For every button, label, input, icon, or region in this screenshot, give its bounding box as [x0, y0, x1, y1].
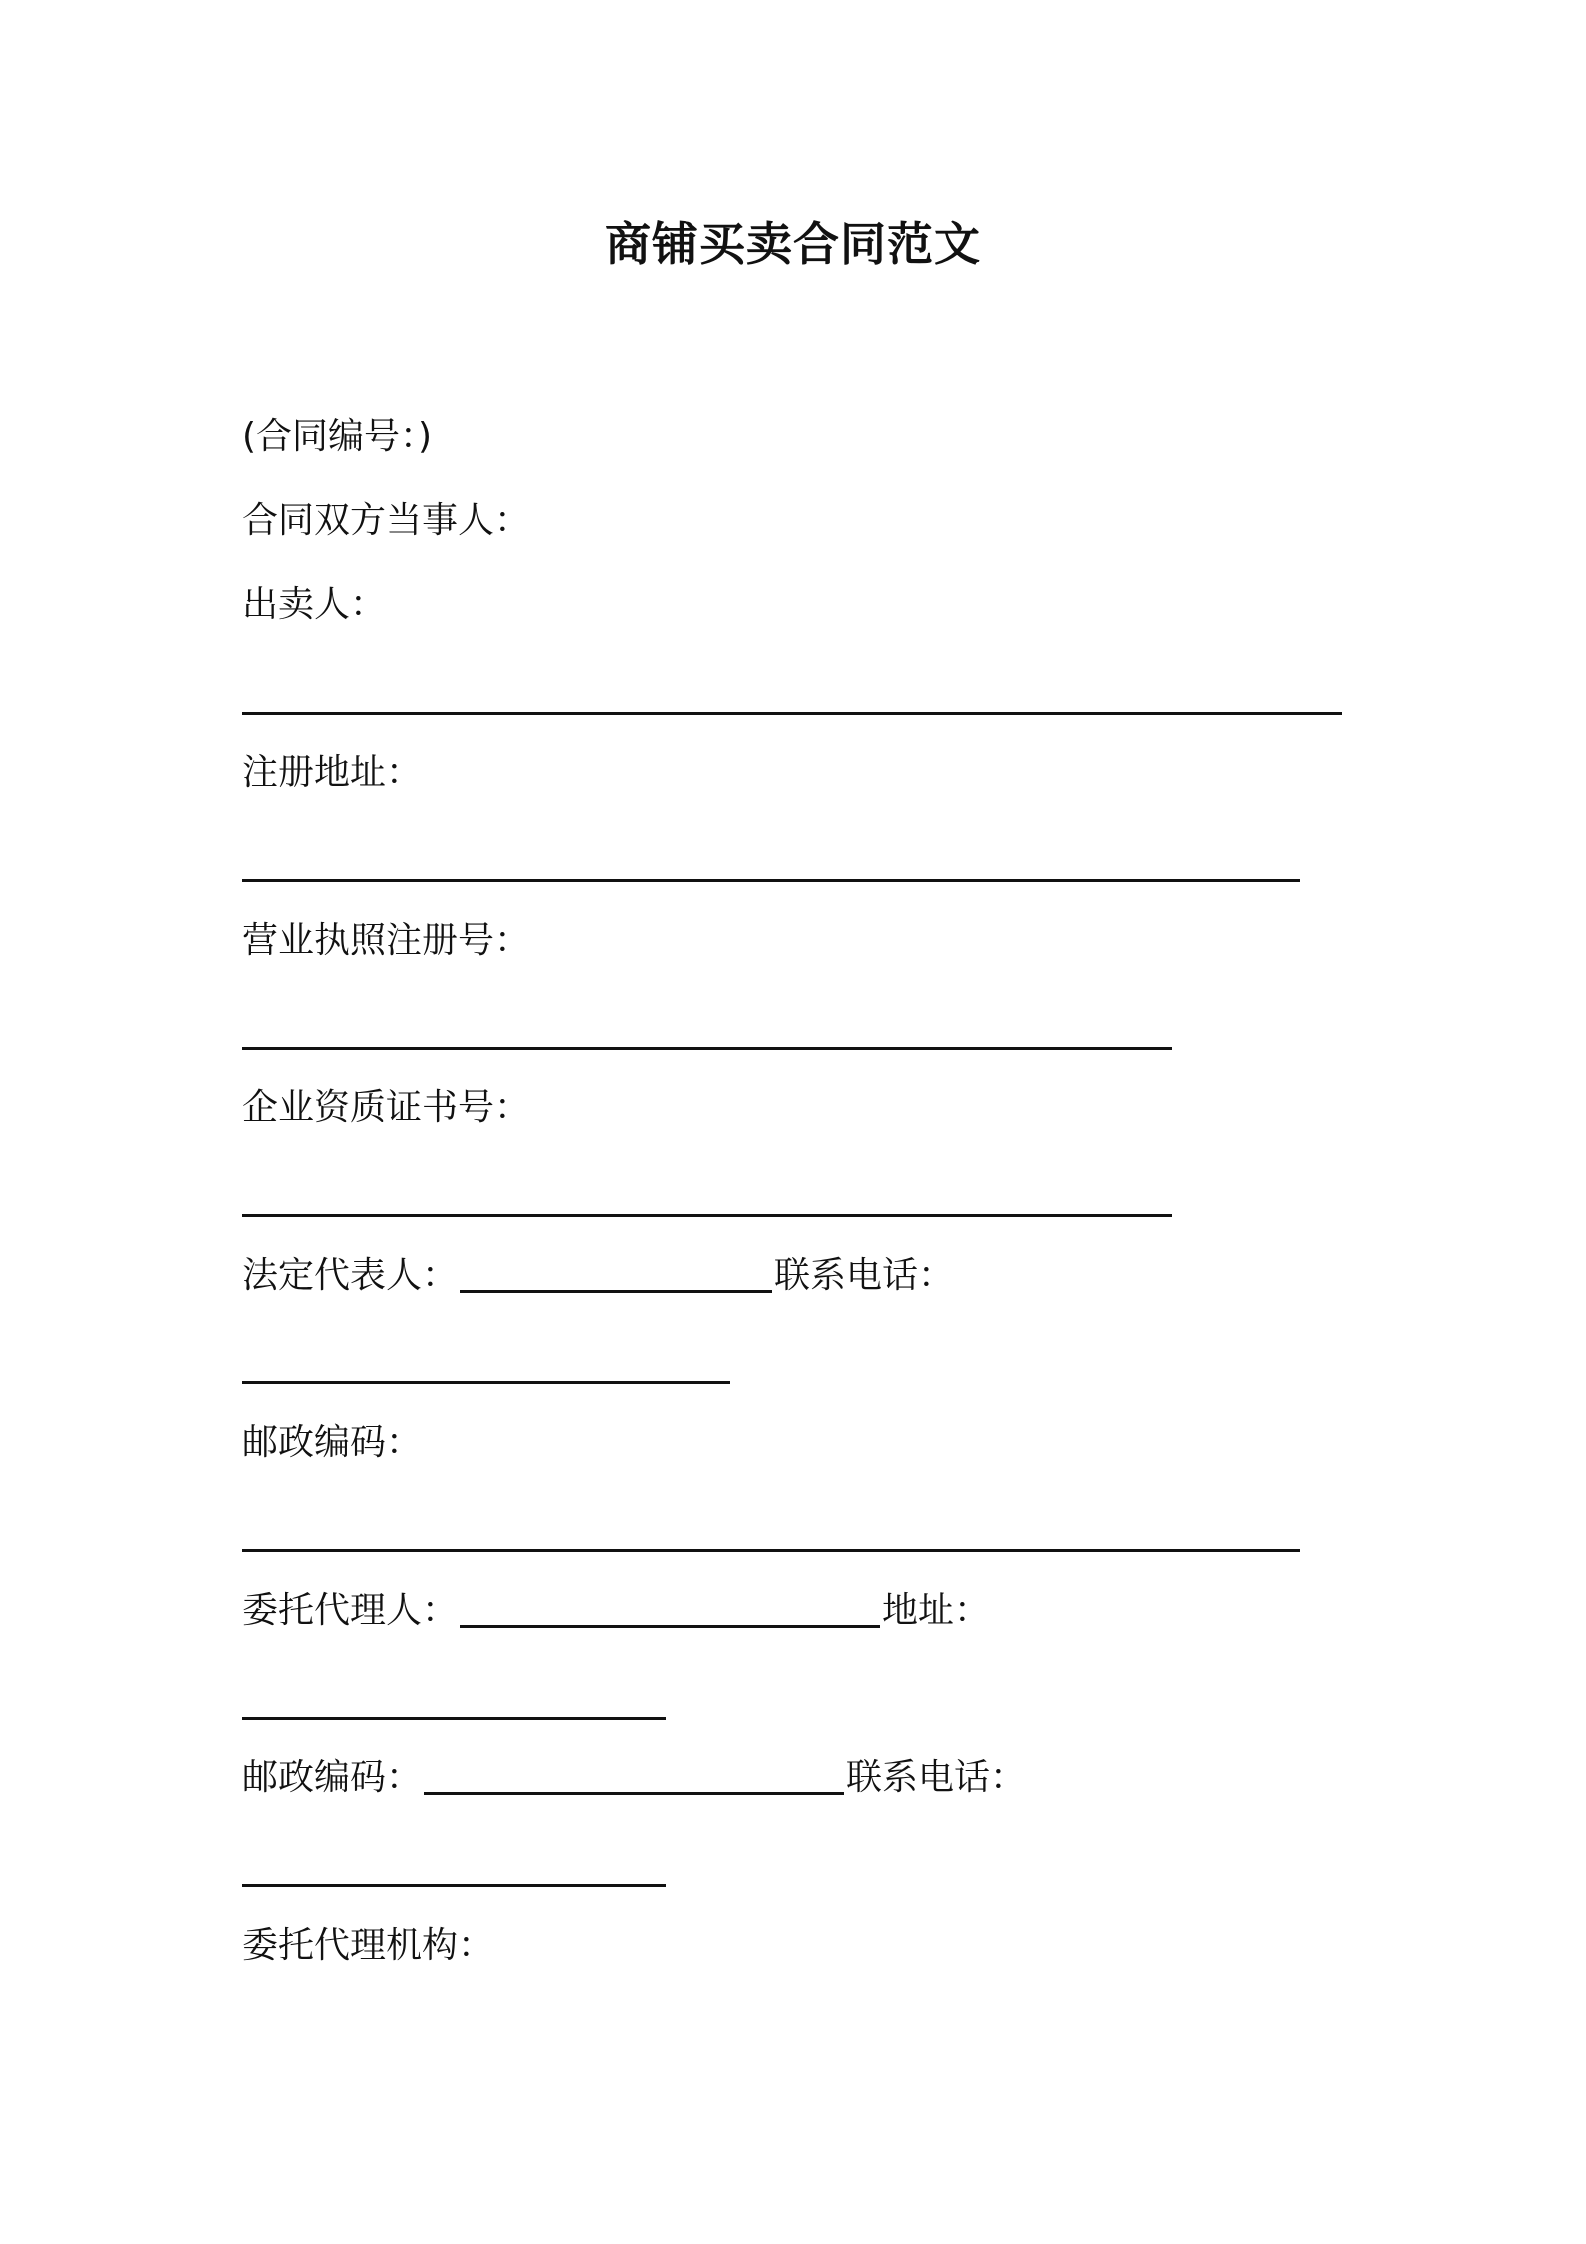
agent-blank[interactable] [460, 1625, 880, 1628]
postcode-label: 邮政编码： [242, 1422, 423, 1463]
contact-phone-blank[interactable] [242, 1381, 730, 1384]
address-label: 地址： [882, 1590, 991, 1631]
contract-number-label: (合同编号：) [242, 416, 433, 457]
qualification-number-label: 企业资质证书号： [242, 1087, 531, 1128]
agent-postcode-blank[interactable] [424, 1792, 844, 1795]
document-title: 商铺买卖合同范文 [605, 217, 981, 271]
license-number-label: 营业执照注册号： [242, 920, 531, 961]
qualification-number-blank[interactable] [242, 1214, 1172, 1217]
agent-row [242, 1588, 990, 1634]
legal-representative-row [242, 1253, 954, 1299]
parties-label: 合同双方当事人： [242, 500, 531, 541]
address-blank[interactable] [242, 1717, 666, 1720]
legal-representative-label: 法定代表人： [242, 1255, 459, 1296]
seller-blank[interactable] [242, 712, 1342, 715]
postcode-blank[interactable] [242, 1549, 1300, 1552]
legal-representative-blank[interactable] [460, 1290, 772, 1293]
agent-postcode-row [242, 1755, 1026, 1801]
agent-label: 委托代理人： [242, 1590, 459, 1631]
agent-postcode-label: 邮政编码： [242, 1757, 423, 1798]
registered-address-label: 注册地址： [242, 752, 423, 793]
contact-phone-label: 联系电话： [774, 1255, 955, 1296]
agent-contact-phone-label: 联系电话： [846, 1757, 1027, 1798]
agency-label: 委托代理机构： [242, 1925, 495, 1966]
seller-label: 出卖人： [242, 584, 387, 625]
license-number-blank[interactable] [242, 1047, 1172, 1050]
agent-contact-phone-blank[interactable] [242, 1884, 666, 1887]
registered-address-blank[interactable] [242, 879, 1300, 882]
